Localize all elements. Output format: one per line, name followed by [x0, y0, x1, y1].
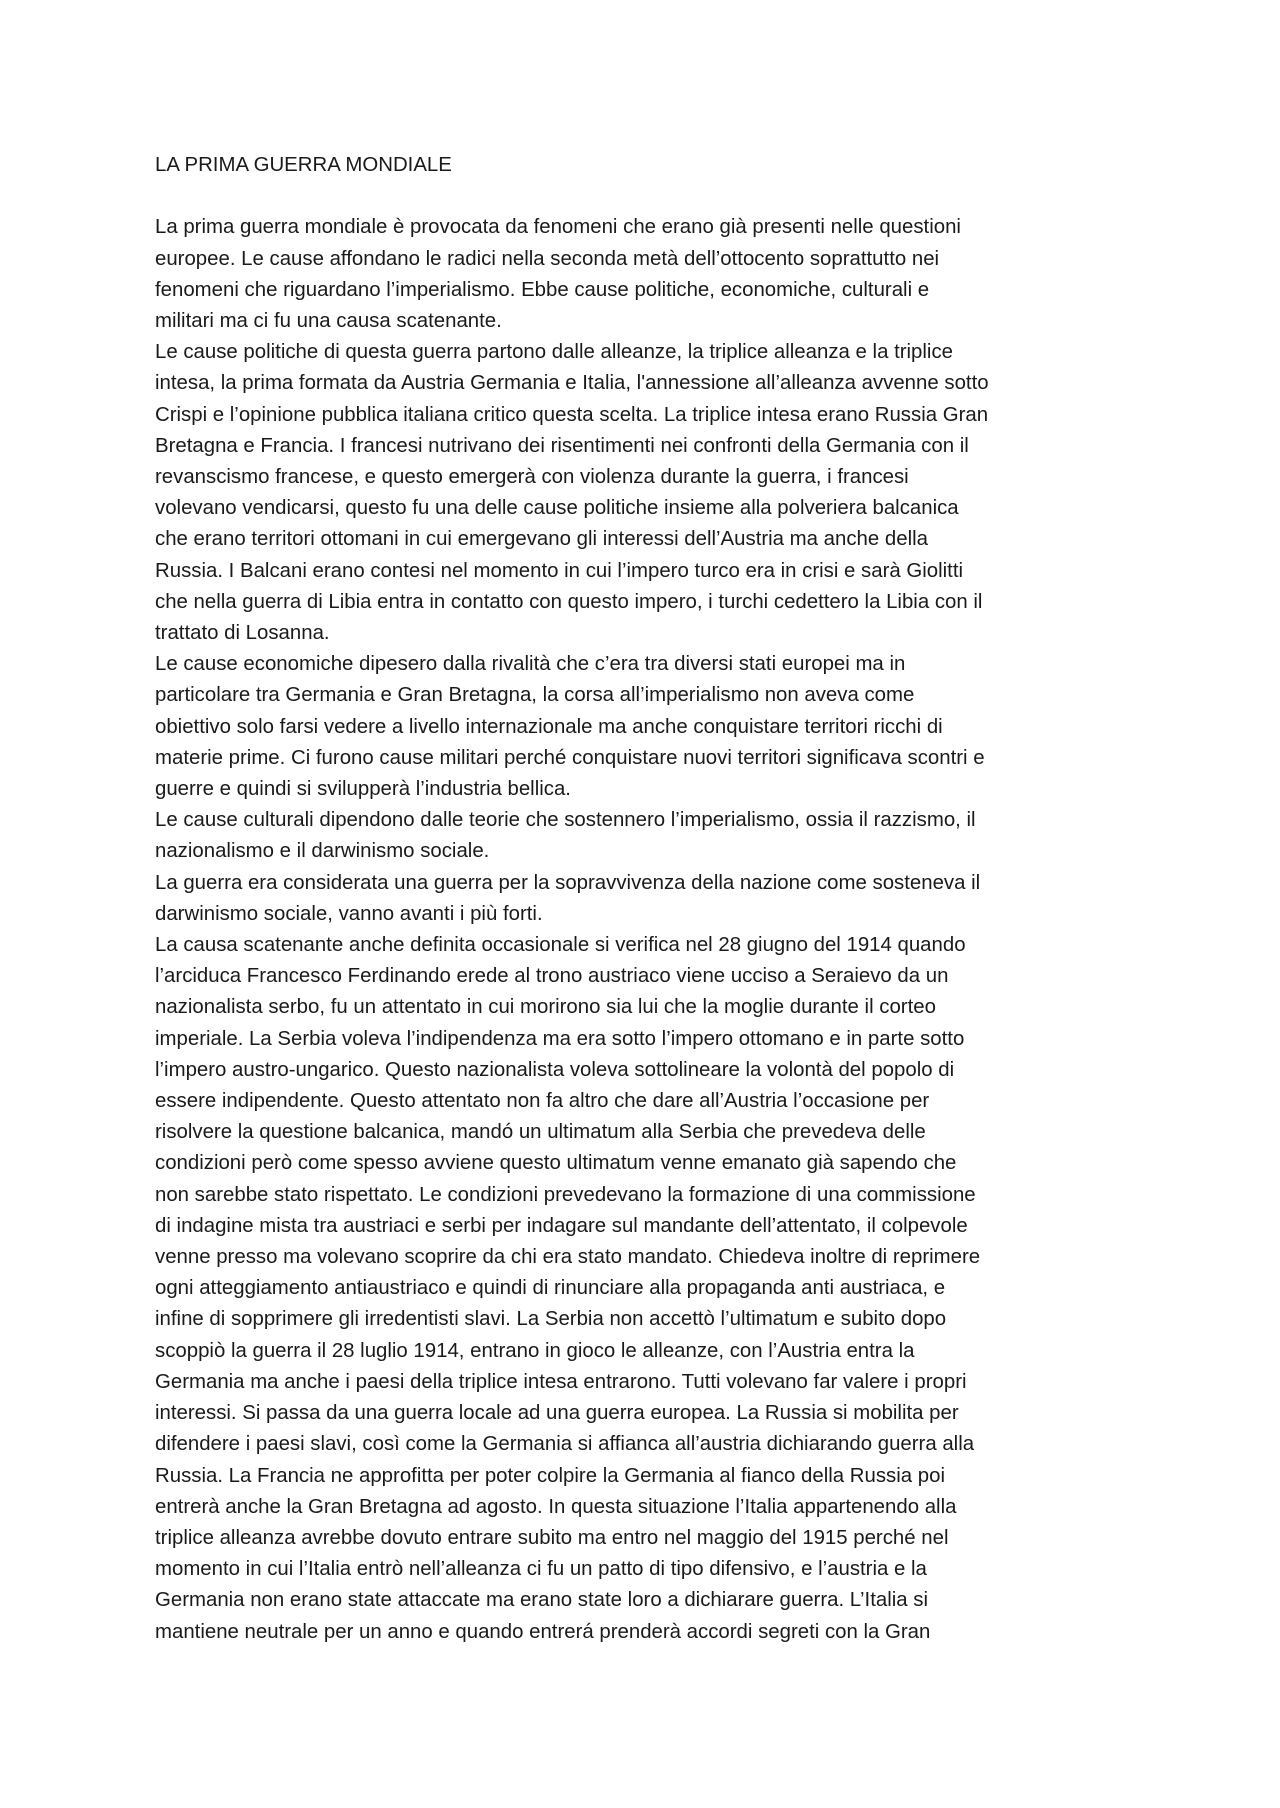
- paragraph-triggering-cause: La causa scatenante anche definita occasionale si verifica nel 28 giugno del 1914 quando l’arciduca Francesco Ferdinando erede al trono austriaco viene ucciso a Seraievo da un nazionalista serbo, fu un attentato in cui morirono sia lui che la moglie durante il corteo imperiale. La Serbia voleva l’indipendenza ma era sotto l’impero ottomano e in parte sotto l’impero austro-ungarico. Questo nazionalista voleva sottolineare la volontà del popolo di essere indipendente. Questo attentato non fa altro che dare all’Austria l’occasione per risolvere la questione balcanica, mandó un ultimatum alla Serbia che prevedeva delle condizioni però come spesso avviene questo ultimatum venne emanato già sapendo che non sarebbe stato rispettato. Le condizioni prevedevano la formazione di una commissione di indagine mista tra austriaci e serbi per indagare sul mandante dell’attentato, il colpevole venne presso ma volevano scoprire da chi era stato mandato. Chiedeva inoltre di reprimere ogni atteggiamento antiaustriaco e quindi di rinunciare alla propaganda anti austriaca, e infine di sopprimere gli irredentisti slavi. La Serbia non accettò l’ultimatum e subito dopo scoppiò la guerra il 28 luglio 1914, entrano in gioco le alleanze, con l’Austria entra la Germania ma anche i paesi della triplice intesa entrarono. Tutti volevano far valere i propri interessi. Si passa da una guerra locale ad una guerra europea. La Russia si mobilita per difendere i paesi slavi, così come la Germania si affianca all’austria dichiarando guerra alla Russia. La Francia ne approfitta per poter colpire la Germania al fianco della Russia poi entrerà anche la Gran Bretagna ad agosto. In questa situazione l’Italia appartenendo alla triplice alleanza avrebbe dovuto entrare subito ma entro nel maggio del 1915 perché nel momento in cui l’Italia entrò nell’alleanza ci fu un patto di tipo difensivo, e l’austria e la Germania non erano state attaccate ma erano state loro a dichiarare guerra. L’Italia si mantiene neutrale per un anno e quando entrerá prenderà accordi segreti con la Gran: [155, 934, 981, 1643]
- paragraph-political-causes: Le cause politiche di questa guerra partono dalle alleanze, la triplice alleanza e la triplice intesa, la prima formata da Austria Germania e Italia, l'annessione all’alleanza avvenne sotto Crispi e l’opinione pubblica italiana critico questa scelta. La triplice intesa erano Russia Gran Bretagna e Francia. I francesi nutrivano dei risentimenti nei confronti della Germania con il revanscismo francese, e questo emergerà con violenza durante la guerra, i francesi volevano vendicarsi, questo fu una delle cause politiche insieme alla polveriera balcanica che erano territori ottomani in cui emergevano gli interessi dell’Austria ma anche della Russia. I Balcani erano contesi nel momento in cui l’impero turco era in crisi e sarà Giolitti che nella guerra di Libia entra in contatto con questo impero, i turchi cedettero la Libia con il trattato di Losanna.: [155, 341, 989, 645]
- paragraph-cultural-causes: Le cause culturali dipendono dalle teorie che sostennero l’imperialismo, ossia il razzismo, il nazionalismo e il darwinismo sociale.: [155, 809, 976, 863]
- title-spacer: [155, 181, 1135, 212]
- paragraph-introduction: La prima guerra mondiale è provocata da fenomeni che erano già presenti nelle questioni europee. Le cause affondano le radici nella seconda metà dell’ottocento soprattutto nei fenomeni che riguardano l’imperialismo. Ebbe cause politiche, economiche, culturali e militari ma ci fu una causa scatenante.: [155, 216, 961, 332]
- paragraph-economic-causes: Le cause economiche dipesero dalla rivalità che c’era tra diversi stati europei ma in particolare tra Germania e Gran Bretagna, la corsa all’imperialismo non aveva come obiettivo solo farsi vedere a livello internazionale ma anche conquistare territori ricchi di materie prime. Ci furono cause militari perché conquistare nuovi territori significava scontri e guerre e quindi si svilupperà l’industria bellica.: [155, 653, 985, 801]
- paragraph-social-darwinism: La guerra era considerata una guerra per la sopravvivenza della nazione come sosteneva il darwinismo sociale, vanno avanti i più forti.: [155, 871, 981, 925]
- document-body: [155, 150, 1135, 1648]
- document-title: LA PRIMA GUERRA MONDIALE: [155, 154, 452, 176]
